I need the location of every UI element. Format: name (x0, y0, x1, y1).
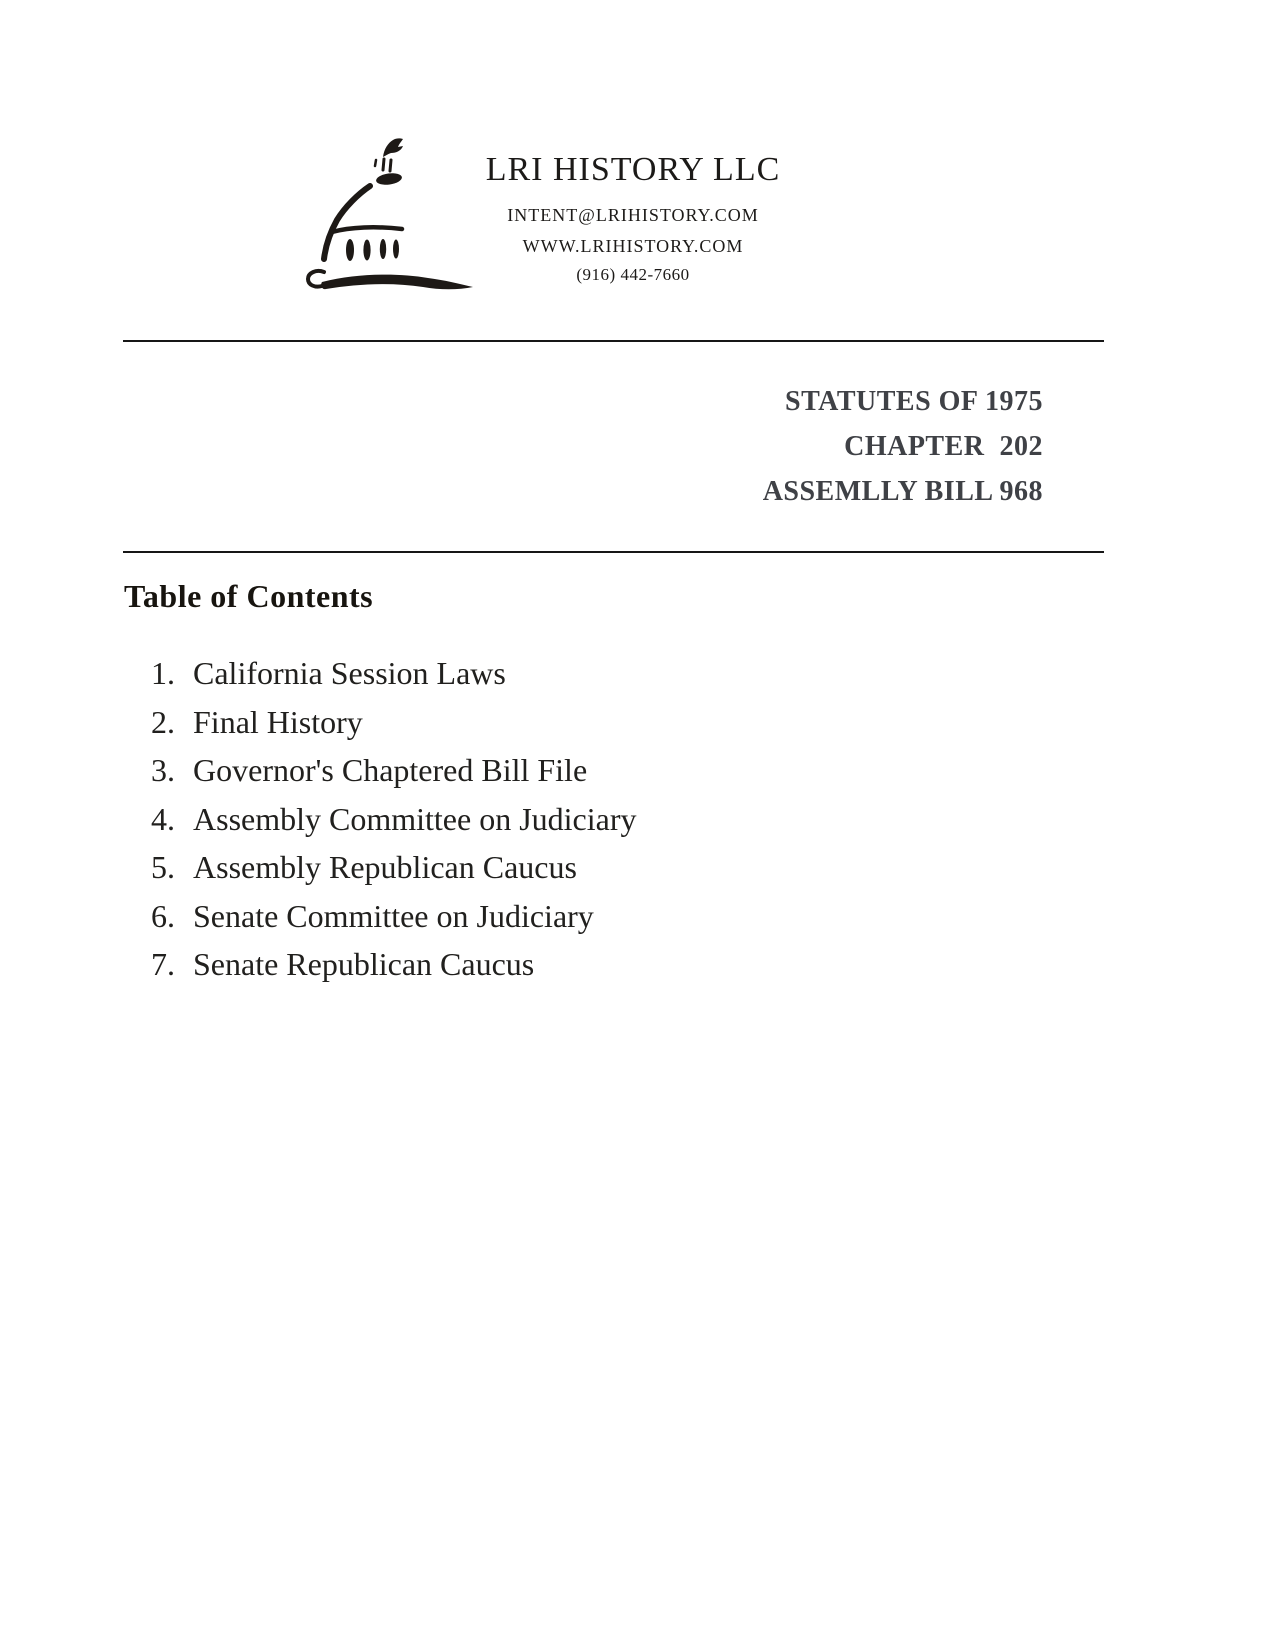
toc-item-label: Assembly Republican Caucus (193, 849, 577, 885)
toc-item-label: California Session Laws (193, 655, 506, 691)
assembly-bill-line: ASSEMLLY BILL 968 (762, 476, 1043, 507)
toc-item-number: 1. (151, 655, 175, 691)
toc-item-label: Governor's Chaptered Bill File (193, 752, 588, 788)
chapter-line: CHAPTER 202 (844, 431, 1043, 462)
toc-item-label: Final History (193, 703, 363, 740)
toc-item-number: 6. (151, 897, 175, 934)
divider-rule-top (123, 340, 1104, 342)
toc-item-label: Senate Republican Caucus (193, 946, 535, 982)
toc-item-number: 4. (151, 800, 175, 837)
toc-item-label: Senate Committee on Judiciary (193, 897, 594, 934)
toc-item-number: 5. (151, 849, 175, 885)
toc-item (151, 795, 637, 844)
website-address: WWW.LRIHISTORY.COM (522, 236, 744, 256)
toc-item-number: 2. (151, 703, 175, 740)
toc-item-label: Assembly Committee on Judiciary (193, 800, 637, 837)
email-address: INTENT@LRIHISTORY.COM (507, 205, 759, 225)
statute-title-block (763, 379, 1043, 514)
toc-item (151, 649, 637, 698)
company-name: LRI HISTORY LLC (485, 151, 781, 188)
toc-item (151, 892, 637, 941)
toc-heading: Table of Contents (124, 578, 374, 614)
toc-item-number: 3. (151, 752, 175, 788)
phone-number: (916) 442-7660 (576, 265, 690, 284)
statutes-year-line: STATUTES OF 1975 (785, 386, 1043, 417)
toc-list (151, 649, 637, 989)
toc-item (151, 843, 637, 892)
letterhead (433, 149, 833, 285)
divider-rule-bottom (123, 551, 1104, 553)
toc-item (151, 940, 637, 989)
toc-item (151, 746, 637, 795)
toc-item (151, 698, 637, 747)
toc-item-number: 7. (151, 946, 175, 982)
